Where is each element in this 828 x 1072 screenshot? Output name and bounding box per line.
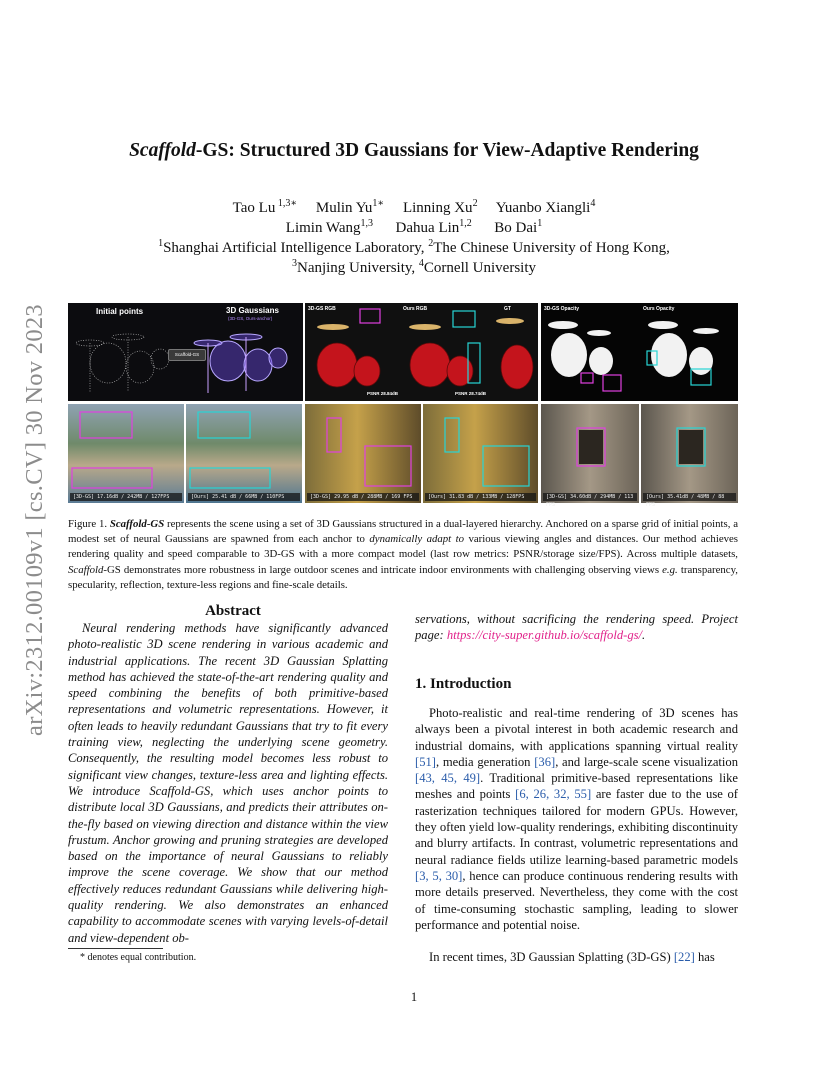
text: Photo-realistic and real-time rendering of 3D scenes has always been a pivotal interest in both academic research and industrial domains, with applications spanning virtual reality (415, 706, 738, 753)
citation[interactable]: [3, 5, 30] (415, 868, 463, 883)
rgb-ours-label: Ours RGB (403, 306, 428, 312)
metric-ours-indoor: [Ours] 31.83 dB / 133MB / 128FPS (425, 493, 536, 501)
footnote: * denotes equal contribution. (80, 952, 197, 963)
author: Bo Dai (494, 220, 538, 236)
introduction-paragraph-1 (415, 705, 738, 933)
arxiv-stamp: arXiv:2312.00109v1 [cs.CV] 30 Nov 2023 (21, 304, 48, 736)
figure-caption: Figure 1. Scaffold-GS represents the scene using a set of 3D Gaussians structured in a dual-layered hierarchy. Anchored on a sparse grid of initial points, a modest set of neural Gaussians are spawned from each anchor to dynamically adapt to various viewing angles and distances. Our method achieves rendering quality and speed comparable to 3D-GS with a more compact model (last row metrics: PSNR/storage size/FPS). Across multiple datasets, Scaffold-GS demonstrates more robustness in large outdoor scenes and intricate indoor environments with challenging observing views e.g. transparency, specularity, reflection, texture-less regions and fine-scale details. (68, 518, 739, 591)
metric-3dgs-outdoor: [3D-GS] 17.16dB / 242MB / 127FPS (70, 493, 182, 501)
panel-initial-points (68, 303, 303, 401)
author: Mulin Yu (315, 200, 373, 216)
metric-ours-outdoor: [Ours] 25.41 dB / 66MB / 110FPS (188, 493, 300, 501)
author: Yuanbo Xiangli (495, 200, 591, 216)
opacity-graphic (541, 303, 738, 401)
metric-3dgs-room: [3D-GS] 34.60dB / 294MB / 113 FPS (543, 493, 637, 501)
opacity-ours-label: Ours Opacity (643, 306, 675, 312)
author: Linning Xu (402, 200, 473, 216)
psnr-3dgs: PSNR 28.84dB (367, 391, 399, 396)
affiliation-line-2: $^3$Nanjing University, $^4$Cornell University (291, 258, 536, 276)
metric-3dgs-indoor: [3D-GS] 29.95 dB / 288MB / 169 FPS (307, 493, 419, 501)
text: has (694, 950, 715, 964)
panel-indoor-ours (423, 404, 538, 503)
introduction-paragraph-2 (415, 949, 738, 965)
author: Limin Wang (285, 220, 361, 236)
metric-ours-room: [Ours] 35.41dB / 48MB / 88 FPS (643, 493, 736, 501)
abstract-body: Neural rendering methods have significantly advanced photo-realistic 3D scene rendering in various academic and industrial applications. The recent 3D Gaussian Splatting method has achieved the state-of-the-art rendering quality and speed combining the benefits of both primitive-based representations and volumetric representations. However, it often leads to heavily redundant Gaussians that try to fit every training view, neglecting the underlying scene geometry. Consequently, the resulting model becomes less robust to significant view changes, texture-less area and lighting effects. We introduce Scaffold-GS, which uses anchor points to distribute local 3D Gaussians, and predicts their attributes on-the-fly based on viewing direction and distance within the view frustum. Anchor growing and pruning strategies are developed based on the importance of neural Gaussians to reliably improve the scene coverage. We show that our method effectively reduces redundant Gaussians while delivering high-quality rendering. We also demonstrates an enhanced capability to accommodate scenes with varying levels-of-detail and view-dependent ob- (68, 621, 388, 945)
project-page-link[interactable]: https://city-super.github.io/scaffold-gs/ (446, 628, 643, 643)
teaser-figure (68, 303, 738, 508)
panel-indoor-3dgs (305, 404, 421, 503)
gaussians-sublabel: (3D-GS, Ours-anchor) (228, 316, 273, 321)
scaffold-gs-button: Scaffold-GS (168, 349, 206, 361)
panel-outdoor-3dgs (68, 404, 184, 503)
citation[interactable]: [51] (415, 754, 436, 769)
panel-outdoor-ours (186, 404, 302, 503)
citation[interactable]: [6, 26, 32, 55] (515, 787, 592, 802)
text: In recent times, 3D Gaussian Splatting (3D-GS) (429, 950, 674, 964)
initial-points-label: Initial points (96, 307, 144, 316)
text: , media generation (435, 754, 535, 769)
rgb-3dgs-label: 3D-GS RGB (308, 306, 336, 312)
page-number: 1 (410, 990, 418, 1004)
panel-opacity (541, 303, 738, 401)
panel-rgb-comparison (305, 303, 538, 401)
gaussians-label: 3D Gaussians (226, 306, 279, 315)
authors-line-2: Limin Wang$^{1,3}$ Dahua Lin$^{1,2}$ Bo Dai$^1$ (285, 218, 543, 236)
authors-line-1: Tao Lu $^{1,3∗}$ Mulin $Yu^{1∗}$ Linning Xu$^2$ Yuanbo Xiangli$^4$ (232, 198, 596, 216)
text: . Traditional primitive-based representations like meshes and points (415, 771, 739, 802)
author: Tao Lu (232, 200, 276, 216)
panel-room-3dgs (541, 404, 639, 508)
opacity-3dgs-label: 3D-GS Opacity (544, 306, 580, 312)
citation[interactable]: [22] (673, 950, 695, 964)
citation[interactable]: [43, 45, 49] (415, 771, 481, 786)
abstract-continued: servations, without sacrificing the rendering speed. Project page: https://city-super.github.io/scaffold-gs/. (415, 612, 738, 643)
panel-room-ours (641, 404, 738, 508)
citation[interactable]: [36] (534, 754, 556, 769)
paper-title: Scaffold-GS: Structured 3D Gaussians for View-Adaptive Rendering (129, 140, 699, 161)
gt-label: GT (504, 306, 511, 312)
text: , and large-scale scene visualization (555, 754, 738, 769)
author: Dahua Lin (395, 220, 460, 236)
introduction-heading: 1. Introduction (415, 676, 512, 692)
affiliation-line-1: $^1$Shanghai Artificial Intelligence Laboratory, $^2$The Chinese University of Hong Kong, (158, 238, 670, 256)
text: are faster due to the use of rasterization techniques tailored for modern GPUs. However, they often yield low-quality renderings, exhibiting discontinuity and blurry artifacts. In contrast, volumetric representations and neural radiance fields utilize learning-based parametric models (415, 787, 738, 867)
abstract-heading: Abstract (205, 603, 261, 619)
drum-rgb-graphic (305, 303, 538, 401)
text: , hence can produce continuous rendering results with more details preserved. Nevertheless, they come with the cost of time-consuming stochastic sampling, leading to slower performance and potential noise. (415, 868, 739, 932)
psnr-ours: PSNR 28.74dB (455, 391, 487, 396)
footnote-rule (68, 948, 163, 949)
